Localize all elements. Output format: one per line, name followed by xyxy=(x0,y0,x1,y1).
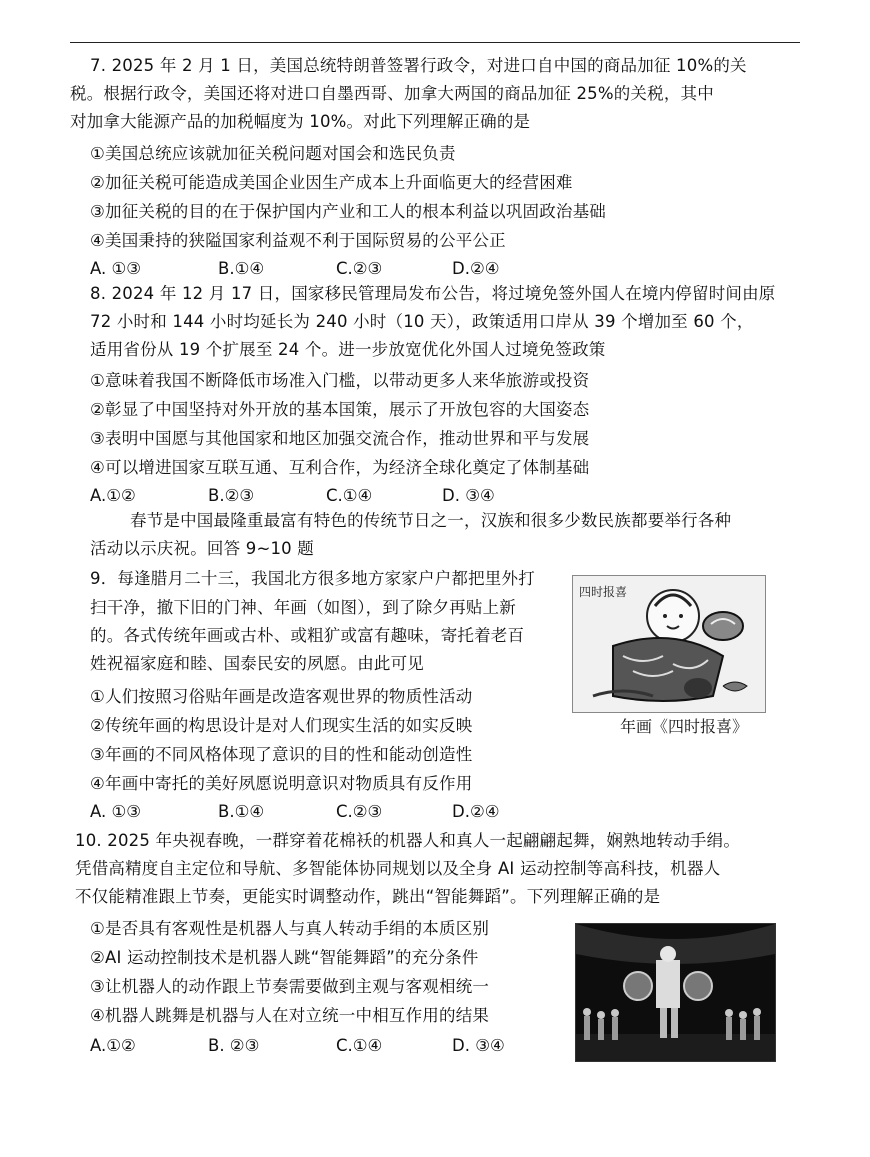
q10-statement-3: ③让机器人的动作跟上节奏需要做到主观与客观相统一 xyxy=(90,977,490,996)
q7-option-d[interactable]: D.②④ xyxy=(452,259,500,278)
q10-statement-2: ②AI 运动控制技术是机器人跳“智能舞蹈”的充分条件 xyxy=(90,948,479,967)
q8-stem-line-3: 适用省份从 19 个扩展至 24 个。进一步放宽优化外国人过境免签政策 xyxy=(90,340,606,359)
q8-options xyxy=(90,485,590,507)
q10-option-a[interactable]: A.①② xyxy=(90,1036,136,1055)
q9-option-c[interactable]: C.②③ xyxy=(336,802,383,821)
q9-options xyxy=(90,801,590,823)
q9-option-a[interactable]: A. ①③ xyxy=(90,802,142,821)
q9-option-b[interactable]: B.①④ xyxy=(218,802,265,821)
q9-option-d[interactable]: D.②④ xyxy=(452,802,500,821)
q9-statement-4: ④年画中寄托的美好夙愿说明意识对物质具有反作用 xyxy=(90,774,473,793)
q7-statement-4: ④美国秉持的狭隘国家利益观不利于国际贸易的公平公正 xyxy=(90,231,506,250)
q10-stem-line-1: 10. 2025 年央视春晚，一群穿着花棉袄的机器人和真人一起翩翩起舞，娴熟地转动手绢。 xyxy=(75,831,741,850)
q7-statement-3: ③加征关税的目的在于保护国内产业和工人的根本利益以巩固政治基础 xyxy=(90,202,606,221)
picture-caption: 年画《四时报喜》 xyxy=(620,717,749,736)
intro-line-2: 活动以示庆祝。回答 9~10 题 xyxy=(90,539,315,558)
q9-statement-3: ③年画的不同风格体现了意识的目的性和能动创造性 xyxy=(90,745,473,764)
new-year-picture xyxy=(572,575,766,713)
q7-option-c[interactable]: C.②③ xyxy=(336,259,383,278)
robot-dance-photo xyxy=(575,923,776,1062)
q10-option-d[interactable]: D. ③④ xyxy=(452,1036,505,1055)
q10-option-b[interactable]: B. ②③ xyxy=(208,1036,260,1055)
q9-stem-line-2: 扫干净，撤下旧的门神、年画（如图），到了除夕再贴上新 xyxy=(90,598,516,617)
q8-statement-1: ①意味着我国不断降低市场准入门槛，以带动更多人来华旅游或投资 xyxy=(90,371,590,390)
q9-stem-line-1: 9．每逢腊月二十三，我国北方很多地方家家户户都把里外打 xyxy=(90,569,535,588)
q8-option-a[interactable]: A.①② xyxy=(90,486,136,505)
q10-option-c[interactable]: C.①④ xyxy=(336,1036,383,1055)
robot-dance-photo-illustration xyxy=(576,924,775,1061)
q10-statement-4: ④机器人跳舞是机器与人在对立统一中相互作用的结果 xyxy=(90,1006,490,1025)
q7-statement-1: ①美国总统应该就加征关税问题对国会和选民负责 xyxy=(90,144,456,163)
q8-option-c[interactable]: C.①④ xyxy=(326,486,373,505)
q7-stem-line-2: 税。根据行政令，美国还将对进口自墨西哥、加拿大两国的商品加征 25%的关税，其中 xyxy=(70,84,714,103)
q9-statement-2: ②传统年画的构思设计是对人们现实生活的如实反映 xyxy=(90,716,473,735)
q7-stem-line-3: 对加拿大能源产品的加税幅度为 10%。对此下列理解正确的是 xyxy=(70,112,531,131)
q8-statement-3: ③表明中国愿与其他国家和地区加强交流合作，推动世界和平与发展 xyxy=(90,429,590,448)
q8-option-b[interactable]: B.②③ xyxy=(208,486,255,505)
q7-option-b[interactable]: B.①④ xyxy=(218,259,265,278)
q10-options xyxy=(90,1035,590,1057)
q7-stem-line-1: 7. 2025 年 2 月 1 日，美国总统特朗普签署行政令，对进口自中国的商品加征 10%的关 xyxy=(90,56,747,75)
q8-stem-line-2: 72 小时和 144 小时均延长为 240 小时（10 天），政策适用口岸从 39 个增加至 60 个， xyxy=(90,312,754,331)
q7-option-a[interactable]: A. ①③ xyxy=(90,259,142,278)
q7-options xyxy=(90,258,590,280)
q8-stem-line-1: 8. 2024 年 12 月 17 日，国家移民管理局发布公告，将过境免签外国人在境内停留时间由原 xyxy=(90,284,776,303)
picture-inscription: 四时报喜 xyxy=(579,585,628,599)
q10-stem-line-2: 凭借高精度自主定位和导航、多智能体协同规划以及全身 AI 运动控制等高科技，机器人 xyxy=(75,859,721,878)
q8-statement-4: ④可以增进国家互联互通、互利合作，为经济全球化奠定了体制基础 xyxy=(90,458,590,477)
q10-statement-1: ①是否具有客观性是机器人与真人转动手绢的本质区别 xyxy=(90,919,490,938)
q9-statement-1: ①人们按照习俗贴年画是改造客观世界的物质性活动 xyxy=(90,687,473,706)
q7-statement-2: ②加征关税可能造成美国企业因生产成本上升面临更大的经营困难 xyxy=(90,173,573,192)
q8-option-d[interactable]: D. ③④ xyxy=(442,486,495,505)
q9-stem-line-3: 的。各式传统年画或古朴、或粗犷或富有趣味，寄托着老百 xyxy=(90,626,525,645)
intro-line-1: 春节是中国最隆重最富有特色的传统节日之一，汉族和很多少数民族都要举行各种 xyxy=(130,511,732,530)
q10-stem-line-3: 不仅能精准跟上节奏，更能实时调整动作，跳出“智能舞蹈”。下列理解正确的是 xyxy=(75,887,661,906)
q9-stem-line-4: 姓祝福家庭和睦、国泰民安的夙愿。由此可见 xyxy=(90,654,424,673)
new-year-picture-illustration xyxy=(573,576,765,712)
top-rule xyxy=(70,42,800,43)
q8-statement-2: ②彰显了中国坚持对外开放的基本国策，展示了开放包容的大国姿态 xyxy=(90,400,590,419)
